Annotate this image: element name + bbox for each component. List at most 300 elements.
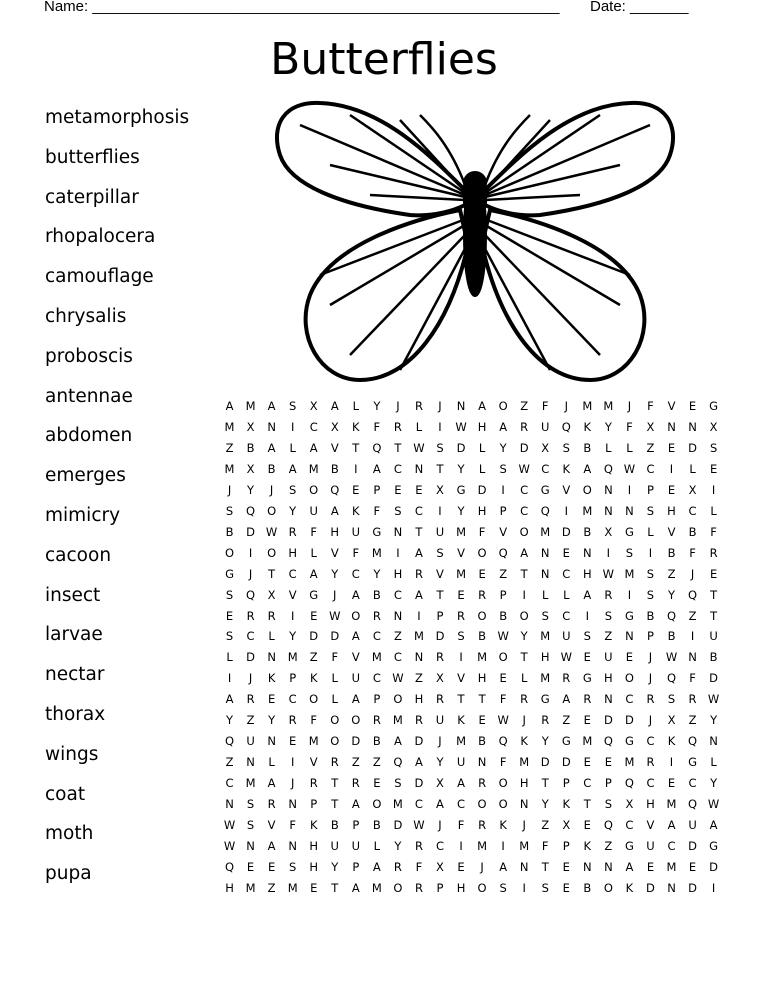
- grid-letter[interactable]: X: [436, 671, 444, 686]
- grid-letter[interactable]: E: [394, 482, 402, 497]
- grid-letter[interactable]: I: [669, 755, 674, 770]
- grid-letter[interactable]: C: [520, 503, 529, 518]
- grid-letter[interactable]: N: [583, 545, 592, 560]
- grid-letter[interactable]: O: [267, 545, 277, 560]
- grid-letter[interactable]: J: [438, 399, 442, 413]
- grid-letter[interactable]: B: [667, 545, 676, 560]
- grid-letter[interactable]: I: [248, 545, 253, 560]
- grid-letter[interactable]: H: [477, 419, 487, 434]
- grid-letter[interactable]: J: [480, 859, 484, 874]
- grid-letter[interactable]: K: [309, 818, 318, 833]
- grid-letter[interactable]: W: [665, 650, 678, 665]
- grid-letter[interactable]: B: [478, 734, 487, 749]
- grid-letter[interactable]: S: [709, 440, 718, 455]
- grid-letter[interactable]: E: [583, 713, 591, 728]
- grid-letter[interactable]: B: [225, 524, 234, 539]
- grid-letter[interactable]: V: [288, 587, 297, 602]
- grid-letter[interactable]: A: [667, 818, 676, 833]
- grid-letter[interactable]: B: [372, 734, 381, 749]
- grid-letter[interactable]: A: [267, 440, 276, 455]
- grid-letter[interactable]: S: [604, 797, 613, 812]
- grid-letter[interactable]: M: [582, 734, 593, 749]
- grid-letter[interactable]: C: [393, 587, 402, 602]
- grid-letter[interactable]: D: [519, 440, 529, 455]
- grid-letter[interactable]: V: [667, 399, 676, 413]
- grid-letter[interactable]: M: [245, 776, 256, 791]
- grid-letter[interactable]: E: [646, 859, 655, 874]
- grid-letter[interactable]: Q: [561, 419, 571, 434]
- grid-letter[interactable]: N: [667, 880, 676, 895]
- grid-letter[interactable]: Y: [710, 713, 718, 728]
- grid-letter[interactable]: R: [414, 566, 423, 581]
- grid-letter[interactable]: G: [624, 734, 634, 749]
- grid-letter[interactable]: M: [582, 503, 593, 518]
- grid-letter[interactable]: J: [648, 713, 653, 728]
- grid-letter[interactable]: R: [288, 713, 297, 728]
- grid-letter[interactable]: Y: [268, 713, 276, 728]
- grid-letter[interactable]: S: [289, 482, 297, 497]
- grid-letter[interactable]: C: [646, 734, 655, 749]
- grid-letter[interactable]: Q: [666, 671, 677, 686]
- grid-letter[interactable]: R: [372, 608, 381, 623]
- grid-letter[interactable]: K: [352, 419, 360, 434]
- grid-letter[interactable]: O: [498, 797, 508, 812]
- grid-letter[interactable]: R: [478, 818, 487, 833]
- grid-letter[interactable]: R: [646, 692, 655, 707]
- grid-letter[interactable]: C: [625, 818, 634, 833]
- grid-letter[interactable]: X: [646, 419, 655, 434]
- grid-letter[interactable]: G: [582, 671, 592, 686]
- grid-letter[interactable]: V: [267, 818, 276, 833]
- grid-letter[interactable]: F: [499, 692, 507, 707]
- grid-letter[interactable]: E: [667, 482, 676, 497]
- grid-letter[interactable]: L: [478, 461, 486, 476]
- grid-letter[interactable]: X: [604, 524, 613, 539]
- grid-letter[interactable]: Y: [667, 587, 676, 602]
- grid-letter[interactable]: M: [413, 629, 424, 644]
- grid-letter[interactable]: W: [497, 629, 509, 644]
- grid-letter[interactable]: N: [225, 797, 234, 812]
- grid-letter[interactable]: Q: [224, 734, 235, 749]
- grid-letter[interactable]: B: [478, 629, 487, 644]
- grid-letter[interactable]: A: [562, 692, 571, 707]
- grid-letter[interactable]: L: [605, 440, 612, 455]
- grid-letter[interactable]: M: [245, 880, 256, 895]
- grid-letter[interactable]: Y: [541, 797, 549, 812]
- grid-letter[interactable]: A: [583, 587, 592, 602]
- grid-letter[interactable]: M: [224, 419, 235, 434]
- grid-letter[interactable]: P: [499, 587, 507, 602]
- grid-letter[interactable]: N: [688, 419, 697, 434]
- grid-letter[interactable]: F: [352, 545, 360, 560]
- grid-letter[interactable]: A: [225, 399, 234, 413]
- grid-letter[interactable]: T: [268, 566, 276, 581]
- grid-letter[interactable]: H: [477, 671, 487, 686]
- grid-letter[interactable]: S: [667, 692, 676, 707]
- grid-letter[interactable]: A: [372, 461, 381, 476]
- grid-letter[interactable]: F: [415, 859, 423, 874]
- grid-letter[interactable]: W: [602, 566, 615, 581]
- grid-letter[interactable]: L: [520, 671, 528, 686]
- grid-letter[interactable]: E: [583, 755, 591, 770]
- grid-letter[interactable]: O: [477, 797, 487, 812]
- grid-letter[interactable]: W: [392, 671, 404, 686]
- grid-letter[interactable]: N: [246, 755, 255, 770]
- grid-letter[interactable]: R: [646, 755, 655, 770]
- grid-letter[interactable]: C: [646, 461, 655, 476]
- grid-letter[interactable]: Q: [603, 818, 613, 833]
- grid-letter[interactable]: P: [436, 608, 444, 623]
- grid-letter[interactable]: S: [499, 880, 507, 895]
- grid-letter[interactable]: Y: [394, 839, 402, 854]
- grid-letter[interactable]: R: [267, 608, 276, 623]
- grid-letter[interactable]: Q: [393, 755, 403, 770]
- grid-letter[interactable]: K: [352, 503, 360, 518]
- grid-letter[interactable]: O: [477, 545, 487, 560]
- grid-letter[interactable]: Q: [372, 440, 382, 455]
- grid-letter[interactable]: Z: [309, 650, 318, 665]
- grid-letter[interactable]: S: [436, 545, 444, 560]
- grid-letter[interactable]: V: [330, 545, 339, 560]
- grid-letter[interactable]: V: [351, 650, 360, 665]
- grid-letter[interactable]: D: [540, 755, 550, 770]
- grid-letter[interactable]: Y: [247, 482, 255, 497]
- grid-letter[interactable]: A: [372, 859, 381, 874]
- grid-letter[interactable]: N: [267, 650, 276, 665]
- grid-letter[interactable]: Q: [498, 545, 508, 560]
- grid-letter[interactable]: C: [541, 461, 550, 476]
- grid-letter[interactable]: M: [371, 545, 382, 560]
- grid-letter[interactable]: E: [289, 734, 297, 749]
- grid-letter[interactable]: H: [414, 692, 424, 707]
- grid-letter[interactable]: P: [646, 629, 654, 644]
- grid-letter[interactable]: R: [351, 776, 360, 791]
- grid-letter[interactable]: I: [501, 839, 505, 854]
- grid-letter[interactable]: T: [520, 650, 528, 665]
- grid-letter[interactable]: Z: [604, 839, 613, 854]
- grid-letter[interactable]: M: [603, 399, 614, 413]
- grid-letter[interactable]: G: [309, 587, 319, 602]
- grid-letter[interactable]: I: [648, 545, 653, 560]
- grid-letter[interactable]: P: [499, 503, 507, 518]
- grid-letter[interactable]: I: [522, 587, 526, 602]
- grid-letter[interactable]: S: [646, 566, 655, 581]
- grid-letter[interactable]: E: [688, 859, 697, 874]
- grid-letter[interactable]: R: [541, 713, 550, 728]
- grid-letter[interactable]: X: [436, 859, 444, 874]
- grid-letter[interactable]: B: [372, 587, 381, 602]
- grid-letter[interactable]: K: [457, 713, 465, 728]
- grid-letter[interactable]: E: [499, 671, 507, 686]
- grid-letter[interactable]: O: [267, 503, 277, 518]
- grid-letter[interactable]: D: [603, 713, 613, 728]
- grid-letter[interactable]: N: [667, 419, 676, 434]
- grid-letter[interactable]: X: [267, 587, 276, 602]
- grid-letter[interactable]: V: [436, 566, 444, 581]
- grid-letter[interactable]: I: [290, 608, 295, 623]
- grid-letter[interactable]: S: [394, 503, 402, 518]
- grid-letter[interactable]: M: [456, 734, 466, 749]
- grid-letter[interactable]: M: [477, 650, 488, 665]
- grid-letter[interactable]: J: [248, 566, 253, 581]
- grid-letter[interactable]: X: [562, 818, 571, 833]
- grid-letter[interactable]: C: [309, 419, 318, 434]
- grid-letter[interactable]: C: [688, 503, 697, 518]
- grid-letter[interactable]: E: [373, 776, 381, 791]
- grid-letter[interactable]: J: [438, 818, 442, 833]
- grid-letter[interactable]: B: [246, 440, 255, 455]
- grid-letter[interactable]: S: [604, 608, 613, 623]
- grid-letter[interactable]: A: [625, 859, 634, 874]
- grid-letter[interactable]: D: [561, 755, 571, 770]
- grid-letter[interactable]: M: [666, 859, 677, 874]
- grid-letter[interactable]: C: [225, 776, 234, 791]
- grid-letter[interactable]: H: [456, 880, 466, 895]
- grid-letter[interactable]: S: [541, 608, 549, 623]
- grid-letter[interactable]: T: [520, 566, 528, 581]
- grid-letter[interactable]: D: [456, 440, 466, 455]
- grid-letter[interactable]: Z: [246, 713, 255, 728]
- grid-letter[interactable]: I: [522, 880, 526, 895]
- grid-letter[interactable]: F: [373, 419, 381, 434]
- grid-letter[interactable]: E: [667, 440, 676, 455]
- grid-letter[interactable]: W: [413, 440, 425, 455]
- grid-letter[interactable]: A: [267, 839, 276, 854]
- grid-letter[interactable]: J: [564, 399, 568, 413]
- grid-letter[interactable]: G: [688, 755, 698, 770]
- grid-letter[interactable]: A: [499, 419, 508, 434]
- grid-letter[interactable]: S: [246, 818, 255, 833]
- grid-letter[interactable]: R: [604, 587, 613, 602]
- grid-letter[interactable]: A: [330, 399, 339, 413]
- grid-letter[interactable]: R: [478, 776, 487, 791]
- grid-letter[interactable]: N: [414, 650, 424, 665]
- grid-letter[interactable]: N: [540, 545, 550, 560]
- grid-letter[interactable]: G: [225, 566, 234, 581]
- grid-letter[interactable]: L: [478, 440, 486, 455]
- grid-letter[interactable]: Z: [499, 566, 508, 581]
- grid-letter[interactable]: W: [413, 818, 425, 833]
- grid-letter[interactable]: A: [415, 755, 423, 770]
- grid-letter[interactable]: L: [331, 671, 338, 686]
- grid-letter[interactable]: P: [352, 859, 360, 874]
- grid-letter[interactable]: U: [709, 629, 718, 644]
- grid-letter[interactable]: N: [477, 755, 487, 770]
- grid-letter[interactable]: Y: [457, 503, 465, 518]
- grid-letter[interactable]: C: [393, 461, 402, 476]
- grid-letter[interactable]: R: [688, 692, 697, 707]
- grid-letter[interactable]: U: [435, 524, 445, 539]
- grid-letter[interactable]: Q: [603, 461, 613, 476]
- grid-letter[interactable]: O: [393, 880, 403, 895]
- grid-letter[interactable]: S: [225, 587, 234, 602]
- grid-letter[interactable]: A: [457, 776, 465, 791]
- grid-letter[interactable]: A: [478, 399, 487, 413]
- grid-letter[interactable]: M: [456, 524, 466, 539]
- grid-letter[interactable]: R: [435, 692, 444, 707]
- grid-letter[interactable]: K: [267, 671, 276, 686]
- grid-letter[interactable]: Z: [667, 566, 676, 581]
- grid-letter[interactable]: D: [688, 440, 697, 455]
- grid-letter[interactable]: H: [477, 503, 487, 518]
- grid-letter[interactable]: M: [624, 755, 635, 770]
- grid-letter[interactable]: B: [667, 629, 676, 644]
- grid-letter[interactable]: H: [330, 524, 340, 539]
- grid-letter[interactable]: S: [562, 440, 570, 455]
- grid-letter[interactable]: R: [372, 713, 381, 728]
- grid-letter[interactable]: T: [415, 524, 423, 539]
- grid-letter[interactable]: P: [352, 818, 360, 833]
- grid-letter[interactable]: J: [227, 482, 232, 497]
- grid-letter[interactable]: Q: [666, 608, 677, 623]
- grid-letter[interactable]: O: [498, 776, 508, 791]
- grid-letter[interactable]: F: [331, 650, 339, 665]
- grid-letter[interactable]: A: [351, 587, 360, 602]
- grid-letter[interactable]: H: [309, 859, 319, 874]
- grid-letter[interactable]: D: [330, 629, 340, 644]
- grid-letter[interactable]: P: [310, 797, 318, 812]
- grid-letter[interactable]: F: [310, 713, 318, 728]
- grid-letter[interactable]: I: [711, 482, 716, 497]
- grid-letter[interactable]: C: [414, 797, 423, 812]
- grid-letter[interactable]: T: [394, 440, 402, 455]
- grid-letter[interactable]: J: [396, 399, 400, 413]
- grid-letter[interactable]: O: [477, 608, 487, 623]
- grid-letter[interactable]: F: [310, 524, 318, 539]
- grid-letter[interactable]: E: [688, 399, 697, 413]
- grid-letter[interactable]: M: [308, 461, 319, 476]
- grid-letter[interactable]: F: [499, 755, 507, 770]
- grid-letter[interactable]: R: [414, 839, 423, 854]
- grid-letter[interactable]: B: [499, 608, 508, 623]
- grid-letter[interactable]: D: [414, 776, 424, 791]
- grid-letter[interactable]: S: [225, 629, 234, 644]
- grid-letter[interactable]: K: [583, 419, 592, 434]
- grid-letter[interactable]: R: [309, 776, 318, 791]
- grid-letter[interactable]: N: [709, 734, 718, 749]
- grid-letter[interactable]: U: [604, 650, 613, 665]
- grid-letter[interactable]: N: [604, 859, 613, 874]
- grid-letter[interactable]: I: [564, 503, 568, 518]
- grid-letter[interactable]: N: [604, 482, 613, 497]
- grid-letter[interactable]: E: [478, 566, 486, 581]
- grid-letter[interactable]: O: [372, 797, 382, 812]
- grid-letter[interactable]: Y: [604, 419, 612, 434]
- grid-letter[interactable]: O: [603, 880, 613, 895]
- grid-letter[interactable]: E: [709, 461, 718, 476]
- grid-letter[interactable]: N: [688, 650, 697, 665]
- grid-letter[interactable]: Q: [688, 734, 698, 749]
- grid-letter[interactable]: T: [710, 587, 718, 602]
- grid-letter[interactable]: F: [710, 524, 717, 539]
- grid-letter[interactable]: L: [289, 440, 296, 455]
- grid-letter[interactable]: N: [583, 859, 592, 874]
- grid-letter[interactable]: J: [522, 818, 526, 833]
- grid-letter[interactable]: Z: [267, 880, 276, 895]
- grid-letter[interactable]: R: [709, 545, 718, 560]
- grid-letter[interactable]: X: [709, 419, 718, 434]
- grid-letter[interactable]: Q: [246, 587, 256, 602]
- grid-letter[interactable]: T: [331, 797, 339, 812]
- grid-letter[interactable]: W: [455, 419, 467, 434]
- grid-letter[interactable]: O: [351, 608, 361, 623]
- grid-letter[interactable]: C: [435, 839, 444, 854]
- grid-letter[interactable]: O: [309, 482, 319, 497]
- grid-letter[interactable]: Q: [688, 797, 698, 812]
- grid-letter[interactable]: C: [351, 566, 360, 581]
- grid-letter[interactable]: W: [497, 713, 509, 728]
- grid-letter[interactable]: J: [438, 734, 442, 749]
- grid-letter[interactable]: C: [562, 566, 571, 581]
- grid-letter[interactable]: Y: [331, 859, 339, 874]
- grid-letter[interactable]: D: [246, 650, 255, 665]
- grid-letter[interactable]: I: [711, 880, 716, 895]
- grid-letter[interactable]: S: [394, 776, 402, 791]
- grid-letter[interactable]: D: [688, 880, 697, 895]
- grid-letter[interactable]: I: [459, 650, 463, 665]
- grid-letter[interactable]: X: [246, 461, 255, 476]
- grid-letter[interactable]: I: [396, 545, 400, 560]
- grid-letter[interactable]: F: [689, 671, 696, 686]
- grid-letter[interactable]: E: [267, 859, 276, 874]
- grid-letter[interactable]: E: [583, 650, 591, 665]
- grid-letter[interactable]: V: [646, 818, 655, 833]
- grid-letter[interactable]: P: [562, 839, 570, 854]
- grid-letter[interactable]: X: [667, 713, 676, 728]
- grid-letter[interactable]: Q: [498, 734, 508, 749]
- grid-letter[interactable]: J: [333, 587, 337, 602]
- grid-letter[interactable]: P: [373, 482, 381, 497]
- grid-letter[interactable]: W: [223, 839, 236, 854]
- grid-letter[interactable]: H: [393, 566, 403, 581]
- grid-letter[interactable]: J: [522, 713, 526, 728]
- grid-letter[interactable]: M: [224, 461, 235, 476]
- grid-letter[interactable]: H: [646, 797, 655, 812]
- grid-letter[interactable]: Y: [289, 629, 297, 644]
- grid-letter[interactable]: J: [290, 776, 295, 791]
- grid-letter[interactable]: U: [330, 839, 339, 854]
- grid-letter[interactable]: G: [624, 839, 634, 854]
- grid-letter[interactable]: S: [646, 587, 655, 602]
- grid-letter[interactable]: Z: [225, 440, 234, 455]
- grid-letter[interactable]: I: [438, 503, 442, 518]
- grid-letter[interactable]: S: [246, 797, 255, 812]
- grid-letter[interactable]: E: [267, 692, 276, 707]
- grid-letter[interactable]: R: [393, 859, 402, 874]
- grid-letter[interactable]: E: [625, 650, 634, 665]
- grid-letter[interactable]: W: [265, 524, 278, 539]
- grid-letter[interactable]: C: [667, 839, 676, 854]
- grid-letter[interactable]: D: [351, 734, 361, 749]
- grid-letter[interactable]: I: [290, 419, 295, 434]
- grid-letter[interactable]: G: [709, 839, 719, 854]
- grid-letter[interactable]: X: [436, 482, 444, 497]
- grid-letter[interactable]: P: [289, 671, 297, 686]
- grid-letter[interactable]: C: [457, 797, 466, 812]
- grid-letter[interactable]: U: [435, 713, 445, 728]
- grid-letter[interactable]: M: [287, 650, 298, 665]
- grid-letter[interactable]: Y: [373, 566, 381, 581]
- grid-letter[interactable]: A: [351, 797, 360, 812]
- grid-letter[interactable]: W: [329, 608, 341, 623]
- grid-letter[interactable]: E: [415, 482, 423, 497]
- grid-letter[interactable]: Q: [603, 734, 613, 749]
- grid-letter[interactable]: C: [393, 650, 402, 665]
- grid-letter[interactable]: M: [624, 566, 635, 581]
- grid-letter[interactable]: E: [583, 818, 591, 833]
- grid-letter[interactable]: C: [688, 776, 697, 791]
- grid-letter[interactable]: Q: [224, 859, 235, 874]
